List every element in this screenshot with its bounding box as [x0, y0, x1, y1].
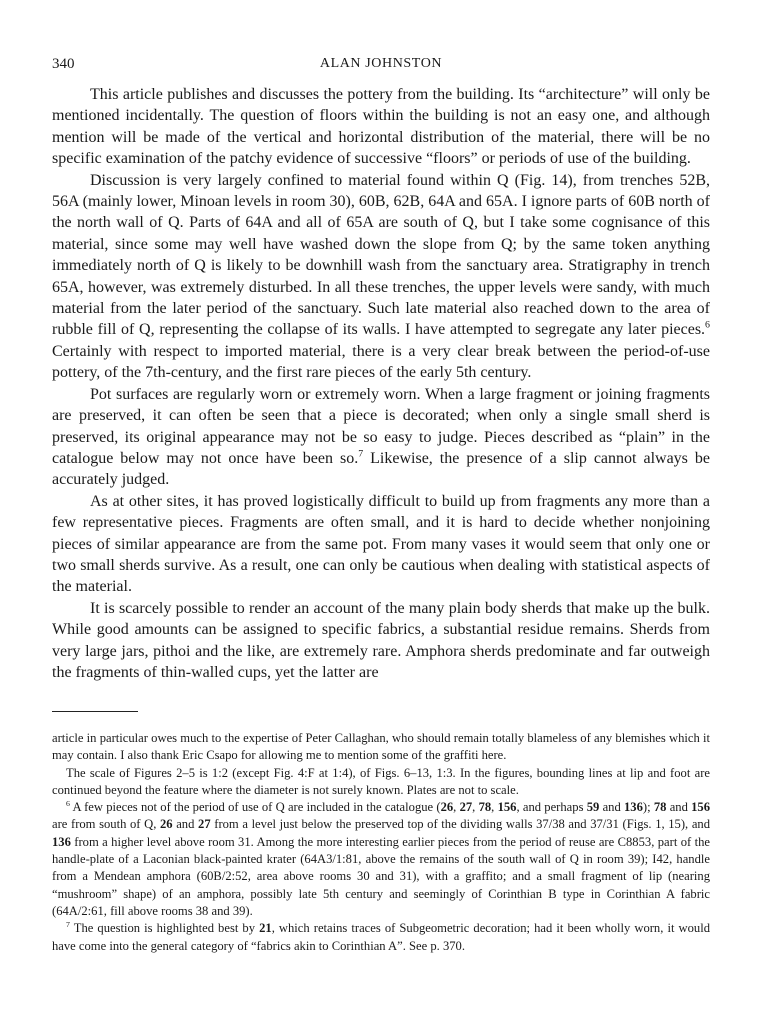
footnote-scale: [52, 765, 710, 800]
paragraph-text: This article publishes and discusses the pottery from the building. Its “architecture” will only be mentioned incidentally. The question of floors within the building is not an easy one, and although mention will be made of the vertical and horizontal distribution of the material, there will be no specific examination of the patchy evidence of successive “floors” or periods of use of the building.: [52, 86, 710, 168]
footnote-text: The question is highlighted best by: [69, 921, 260, 936]
page-number: 340: [52, 56, 75, 72]
footnote-text: ,: [472, 800, 479, 815]
catalogue-number: 78: [478, 800, 492, 815]
footnote-text: A few pieces not of the period of use of Q are included in the catalogue (: [69, 800, 441, 815]
main-text: [52, 84, 710, 683]
catalogue-number: 156: [497, 800, 517, 815]
catalogue-number: 21: [259, 921, 272, 936]
footnote-text: , which retains traces of Subgeometric decoration; had it been wholly worn, it would have come into the general category of “fabrics akin to Corinthian A”. See p. 370.: [52, 921, 711, 953]
footnote-7: [52, 920, 710, 955]
catalogue-number: 78: [653, 800, 667, 815]
footnote-text: and: [666, 800, 692, 815]
footnote-text: , and perhaps: [516, 800, 587, 815]
paragraph-text: Certainly with respect to imported material, there is a very clear break between the period-of-use pottery, of the 7th-century, and the first rare pieces of the early 5th century.: [52, 342, 710, 382]
catalogue-number: 27: [459, 800, 473, 815]
paragraph-text: As at other sites, it has proved logistically difficult to build up from fragments any more than a few representative pieces. Fragments are often small, and it is hard to decide whether nonjoining pieces of similar appearance are from the same pot. From many vases it would seem that only one or two small sherds survive. As a result, one can only be cautious when dealing with statistical aspects of the material.: [52, 492, 710, 596]
body-paragraph: [52, 491, 710, 598]
footnote-text: ,: [453, 800, 460, 815]
footnote-text: are from south of Q,: [52, 817, 160, 832]
footnote-text: ,: [491, 800, 498, 815]
footnote-text: );: [642, 800, 654, 815]
footnote-text: The scale of Figures 2–5 is 1:2 (except Fig. 4:F at 1:4), of Figs. 6–13, 1:3. In the figures, bounding lines at lip and foot are continued beyond the feature where the diameter is not surely known. Plates are not to scale.: [52, 765, 710, 797]
footnote-ref[interactable]: 7: [358, 448, 364, 460]
catalogue-number: 26: [440, 800, 454, 815]
paragraph-text: Likewise, the presence of a slip cannot always be accurately judged.: [52, 449, 710, 489]
catalogue-number: 136: [624, 800, 643, 815]
footnotes: [52, 730, 710, 955]
footnote-text: from a level just below the preserved top of the dividing walls 37/38 and 37/31 (Figs. 1, 15), and: [210, 817, 711, 832]
body-paragraph: [52, 598, 710, 684]
catalogue-number: 26: [160, 817, 173, 832]
catalogue-number: 59: [586, 800, 600, 815]
footnote-6: [52, 799, 710, 920]
footnote-continued: [52, 730, 710, 765]
paragraph-text: Pot surfaces are regularly worn or extremely worn. When a large fragment or joining fragments are preserved, it can often be seen that a piece is decorated; when only a single small sherd is preserved, its original appearance may not be so easy to judge. Pieces described as “plain” in the catalogue below may not once have been so.: [52, 385, 710, 467]
footnote-marker: 7: [66, 920, 70, 930]
footnote-separator: [52, 711, 138, 712]
paragraph-text: It is scarcely possible to render an account of the many plain body sherds that make up the bulk. While good amounts can be assigned to specific fabrics, a substantial residue remains. Sherds from very large jars, pithoi and the like, are extremely rare. Amphora sherds predominate and far outweigh the fragments of thin-walled cups, yet the latter are: [52, 599, 710, 681]
catalogue-number: 156: [691, 800, 711, 815]
footnote-text: article in particular owes much to the expertise of Peter Callaghan, who should remain totally blameless of any blemishes which it may contain. I also thank Eric Csapo for allowing me to mention some of the graffiti here.: [52, 731, 710, 763]
body-paragraph: [52, 84, 710, 170]
catalogue-number: 27: [198, 817, 211, 832]
page-header: [52, 56, 710, 78]
footnote-ref[interactable]: 6: [705, 320, 710, 332]
footnote-text: and: [172, 817, 199, 832]
body-paragraph: [52, 384, 710, 491]
running-head: ALAN JOHNSTON: [319, 56, 443, 71]
footnote-text: and: [599, 800, 624, 815]
body-paragraph: [52, 170, 710, 384]
footnote-marker: 6: [66, 799, 70, 808]
paragraph-text: Discussion is very largely confined to material found within Q (Fig. 14), from trenches 52B, 56A (mainly lower, Minoan levels in room 30), 60B, 62B, 64A and 65A. I ignore parts of 60B north of the north wall of Q. Parts of 64A and all of 65A are south of Q, but I take some cognisance of this material, since some may well have washed down the slope from Q; by the same token anything immediately north of Q is likely to be downhill wash from the sanctuary area. Stratigraphy in trench 65A, however, was extremely disturbed. In all these trenches, the upper levels were sandy, with much material from the later period of the sanctuary. Such late material also reached down to the area of rubble fill of Q, representing the collapse of its walls. I have attempted to segregate any later pieces.: [52, 171, 710, 339]
footnote-text: from a higher level above room 31. Among the more interesting earlier pieces from the period of reuse are C8853, part of the handle-plate of a Laconian black-painted krater (64A3/1:81, above the remains of the south wall of Q in room 39); I42, handle from a Mendean amphora (60B/2:52, area above rooms 30 and 31), with a graffito; and a small fragment of lip (nearing “mushroom” shape) of an amphora, possibly late 5th century and seemingly of Corinthian B type in Corinthian A fabric (64A/2:61, fill above rooms 38 and 39).: [52, 834, 710, 918]
catalogue-number: 136: [52, 834, 71, 849]
